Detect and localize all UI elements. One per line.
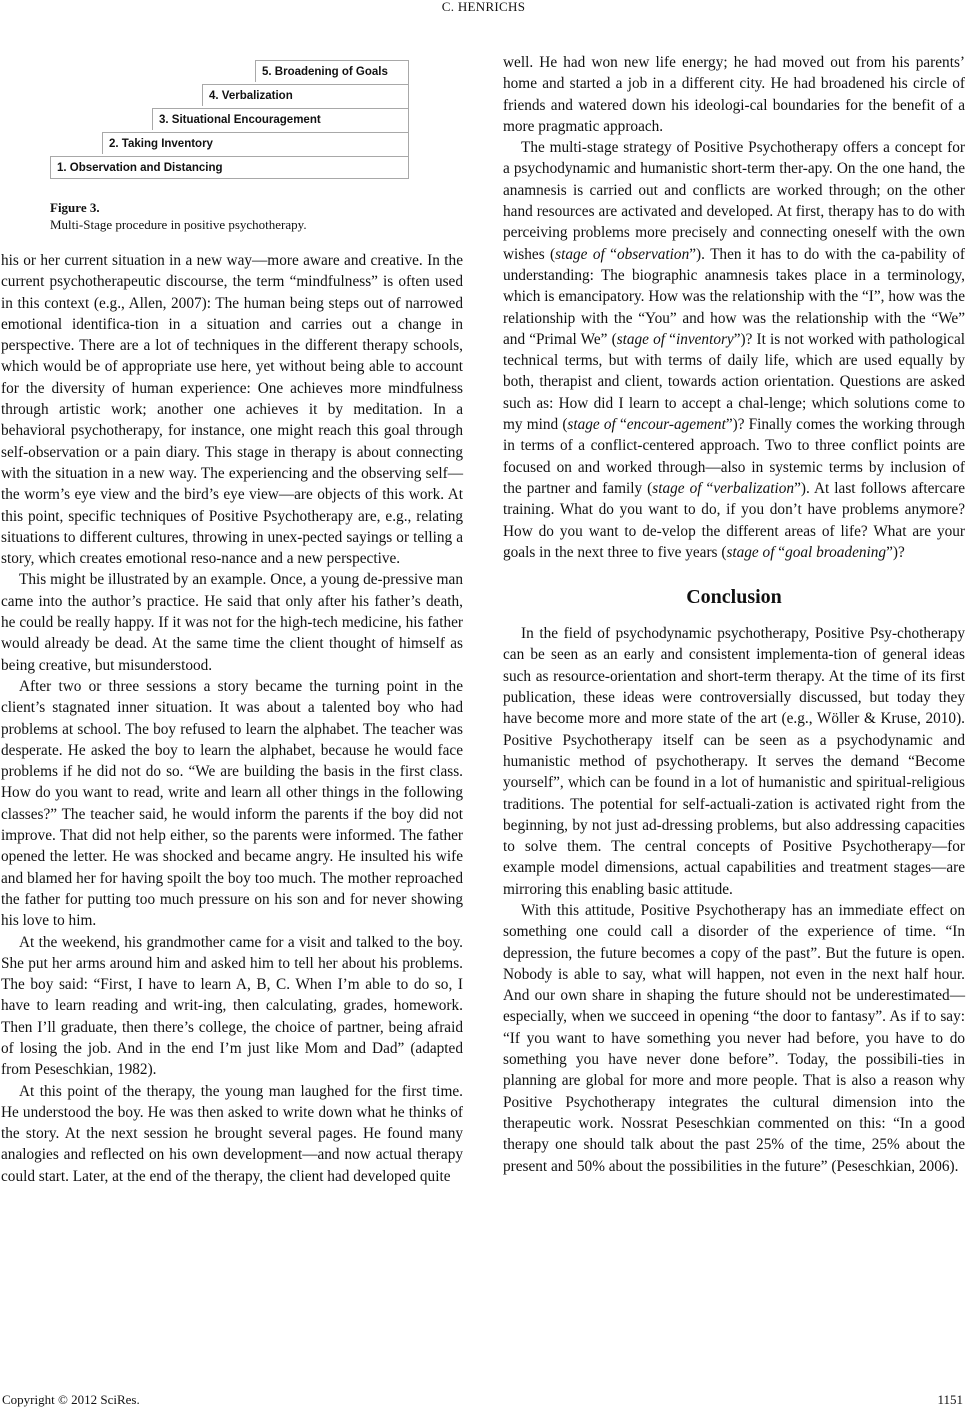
left-column [1,250,463,1187]
paragraph: well. He had won new life energy; he had moved out from his parents’ home and started a job in a different city. He had broadened his circle of friends and watered down his ideologi-cal boundaries for the benefit of a more pragmatic approach. [503,54,965,135]
figure-3-staircase [50,55,410,185]
stage-step-4: 4. Verbalization [202,84,408,106]
copyright-notice: Copyright © 2012 SciRes. [2,1392,140,1407]
page-number: 1151 [937,1392,963,1407]
stage-step-5: 5. Broadening of Goals [255,60,408,82]
stage-step-2: 2. Taking Inventory [102,132,408,154]
right-column [503,52,965,1177]
paragraph: In the field of psychodynamic psychotherapy, Positive Psy-chotherapy can be seen as an early and consistent implementa-tion of general ideas such as resource-orientation and short-term therapy. At the time of its first publication, these ideas were controversially discussed, but today they have become more and more state of the art (e.g., Wöller & Kruse, 2010). Positive Psychotherapy itself can be seen as a psychodynamic and humanistic method of psychotherapy. It serves the demand “Become yourself”, which can be found in a lot of humanistic and spiritual-religious traditions. The potential for self-actuali-zation is activated right from the beginning, by not just ad-dressing problems, but also addressing capacities to solve them. The central concepts of Positive Psychotherapy—for example model dimensions, actual capabilities and treatment stages—are mirroring this enabling basic attitude. [503,625,965,898]
running-header [0,0,967,24]
figure-caption-text: Multi-Stage procedure in positive psychotherapy. [50,217,307,232]
stage-step-3: 3. Situational Encouragement [152,108,408,130]
paragraph: At the weekend, his grandmother came for a visit and talked to the boy. She put her arms around him and asked him to tell her about his problems. The boy said: “First, I have to learn A, B, C. When I’m able to do so, I have to learn reading and writ-ing, then calculating, grades, homework. Then I’ll graduate, then there’s college, the choice of partner, being afraid of losing the job. And in the end I’m just like Mom and Dad” (adapted from Peseschkian, 1982). [1,933,463,1079]
figure-caption [50,199,470,233]
paragraph-stages: The multi-stage strategy of Positive Psychotherapy offers a concept for a psychodynamic and humanistic short-term ther-apy. On the one hand, the anamnesis is carried out and conflicts are worked through; on the other hand resources are activated and developed. At first, therapy has to do with perceiving problems more precisely and connecting oneself with the own wishes (stage of “observation”). Then it has to do with the ca-pability of understanding: The biographic anamnesis takes place in a terminology, which is emancipatory. How was the relationship with the “I”, how was the relationship with the “You” and how was the relationship with the “We” and “Primal We” (stage of “inventory”)? It is not worked with pathological technical terms, but with terms of daily life, which are used equally by both, therapist and client, towards action orientation. Questions are asked such as: How did I learn to accept a chal-lenge; which solutions come to my mind (stage of “encour-agement”)? Finally comes the working through in terms of a conflict-centered approach. Two to three conflict points are focused on and worked through—also in systemic terms by inclusion of the partner and family (stage of “verbalization”). At last follows aftercare training. What do you want to do, if you don’t have problems anymore? How do you want to de-velop the different areas of life? What are your goals in the next three to five years (stage of “goal broadening”)? [503,139,965,561]
paragraph: This might be illustrated by an example. Once, a young de-pressive man came into the author’s practice. He said that only after his father’s death, he could be really happy. If it was not for the high-tech medicine, his father would already be dead. At the same time the client thought of himself as being creative, but misunderstood. [1,571,463,674]
paragraph: At this point of the therapy, the young man laughed for the first time. He understood the boy. He was then asked to write down what he thinks of the story. At the next session he brought several pages. He found many analogies and reflected on his own development—and now actual therapy could start. Later, at the end of the therapy, the client had developed quite [1,1082,463,1185]
figure-label: Figure 3. [50,200,100,215]
section-heading-conclusion: Conclusion [686,586,782,609]
stage-step-1: 1. Observation and Distancing [50,156,408,178]
paragraph: With this attitude, Positive Psychotherapy has an immediate effect on something one could call a disorder of the experience of time. “In depression, the future becomes a copy of the past”. But the future is open. Nobody is able to say, what will happen, not even in the next half hour. And our own share in shaping the future should not be underestimated—especially, when we succeed in opening “the door to fantasy”. As if to say: “If you want to have something you never had before, you have to do something you have never done before”. Today, the possibili-ties in planning are global for more and more people. That is also a reason why Positive Psychotherapy integrates the cultural dimension into the therapeutic work. Nossrat Peseschkian commented on this: “In a good therapy one should talk about the past 25% of the time, 25% about the present and 50% about the possibilities in the future” (Peseschkian, 2006). [503,901,965,1175]
running-title: C. HENRICHS [441,0,526,14]
paragraph: his or her current situation in a new way—more aware and creative. In the current psychotherapeutic discourse, the term “mindfulness” is often used in this context (e.g., Allen, 2007): The human being steps out of narrowed emotional identifica-tion in a situation and carries out a change in perspective. There are a lot of techniques in the different therapy schools, which would be of appropriate use here, yet without being able to account for the diversity of human experience: One achieves more mindfulness through artistic work; another one achieves it by meditation. In a behavioral psychotherapy, for instance, one might reach this goal through self-observation or a pain diary. This stage in therapy is about connecting with the situation in a new way. The experiencing and the observing self—the worm’s eye view and the bird’s eye view—are objects of this work. At this point, specific techniques of Positive Psychotherapy are, e.g., relating situations to different cultures, throwing in unex-pected sayings or telling a story, which creates emotional reso-nance and a new perspective. [1,252,463,568]
paragraph: After two or three sessions a story became the turning point in the client’s stagnated inner situation. It was about a talented boy who had problems at school. The boy refused to learn the alphabet. The teacher was desperate. He asked the boy to learn the alphabet, because he would face problems if he did not do so. “We are building the basis in the first class. How do you want to read, write and learn all other things in the following classes?” The teacher said, he would inform the parents if the boy did not improve. That did not help either, so the parents were informed. The father opened the letter. He was shocked and became angry. He insulted his wife and blamed her for having spoilt the boy too much. The mother reproached the father for putting too much pressure on his son and for never showing his love to him. [1,677,463,930]
staircase-right-edge [408,60,409,179]
staircase-bottom-edge [50,178,409,179]
